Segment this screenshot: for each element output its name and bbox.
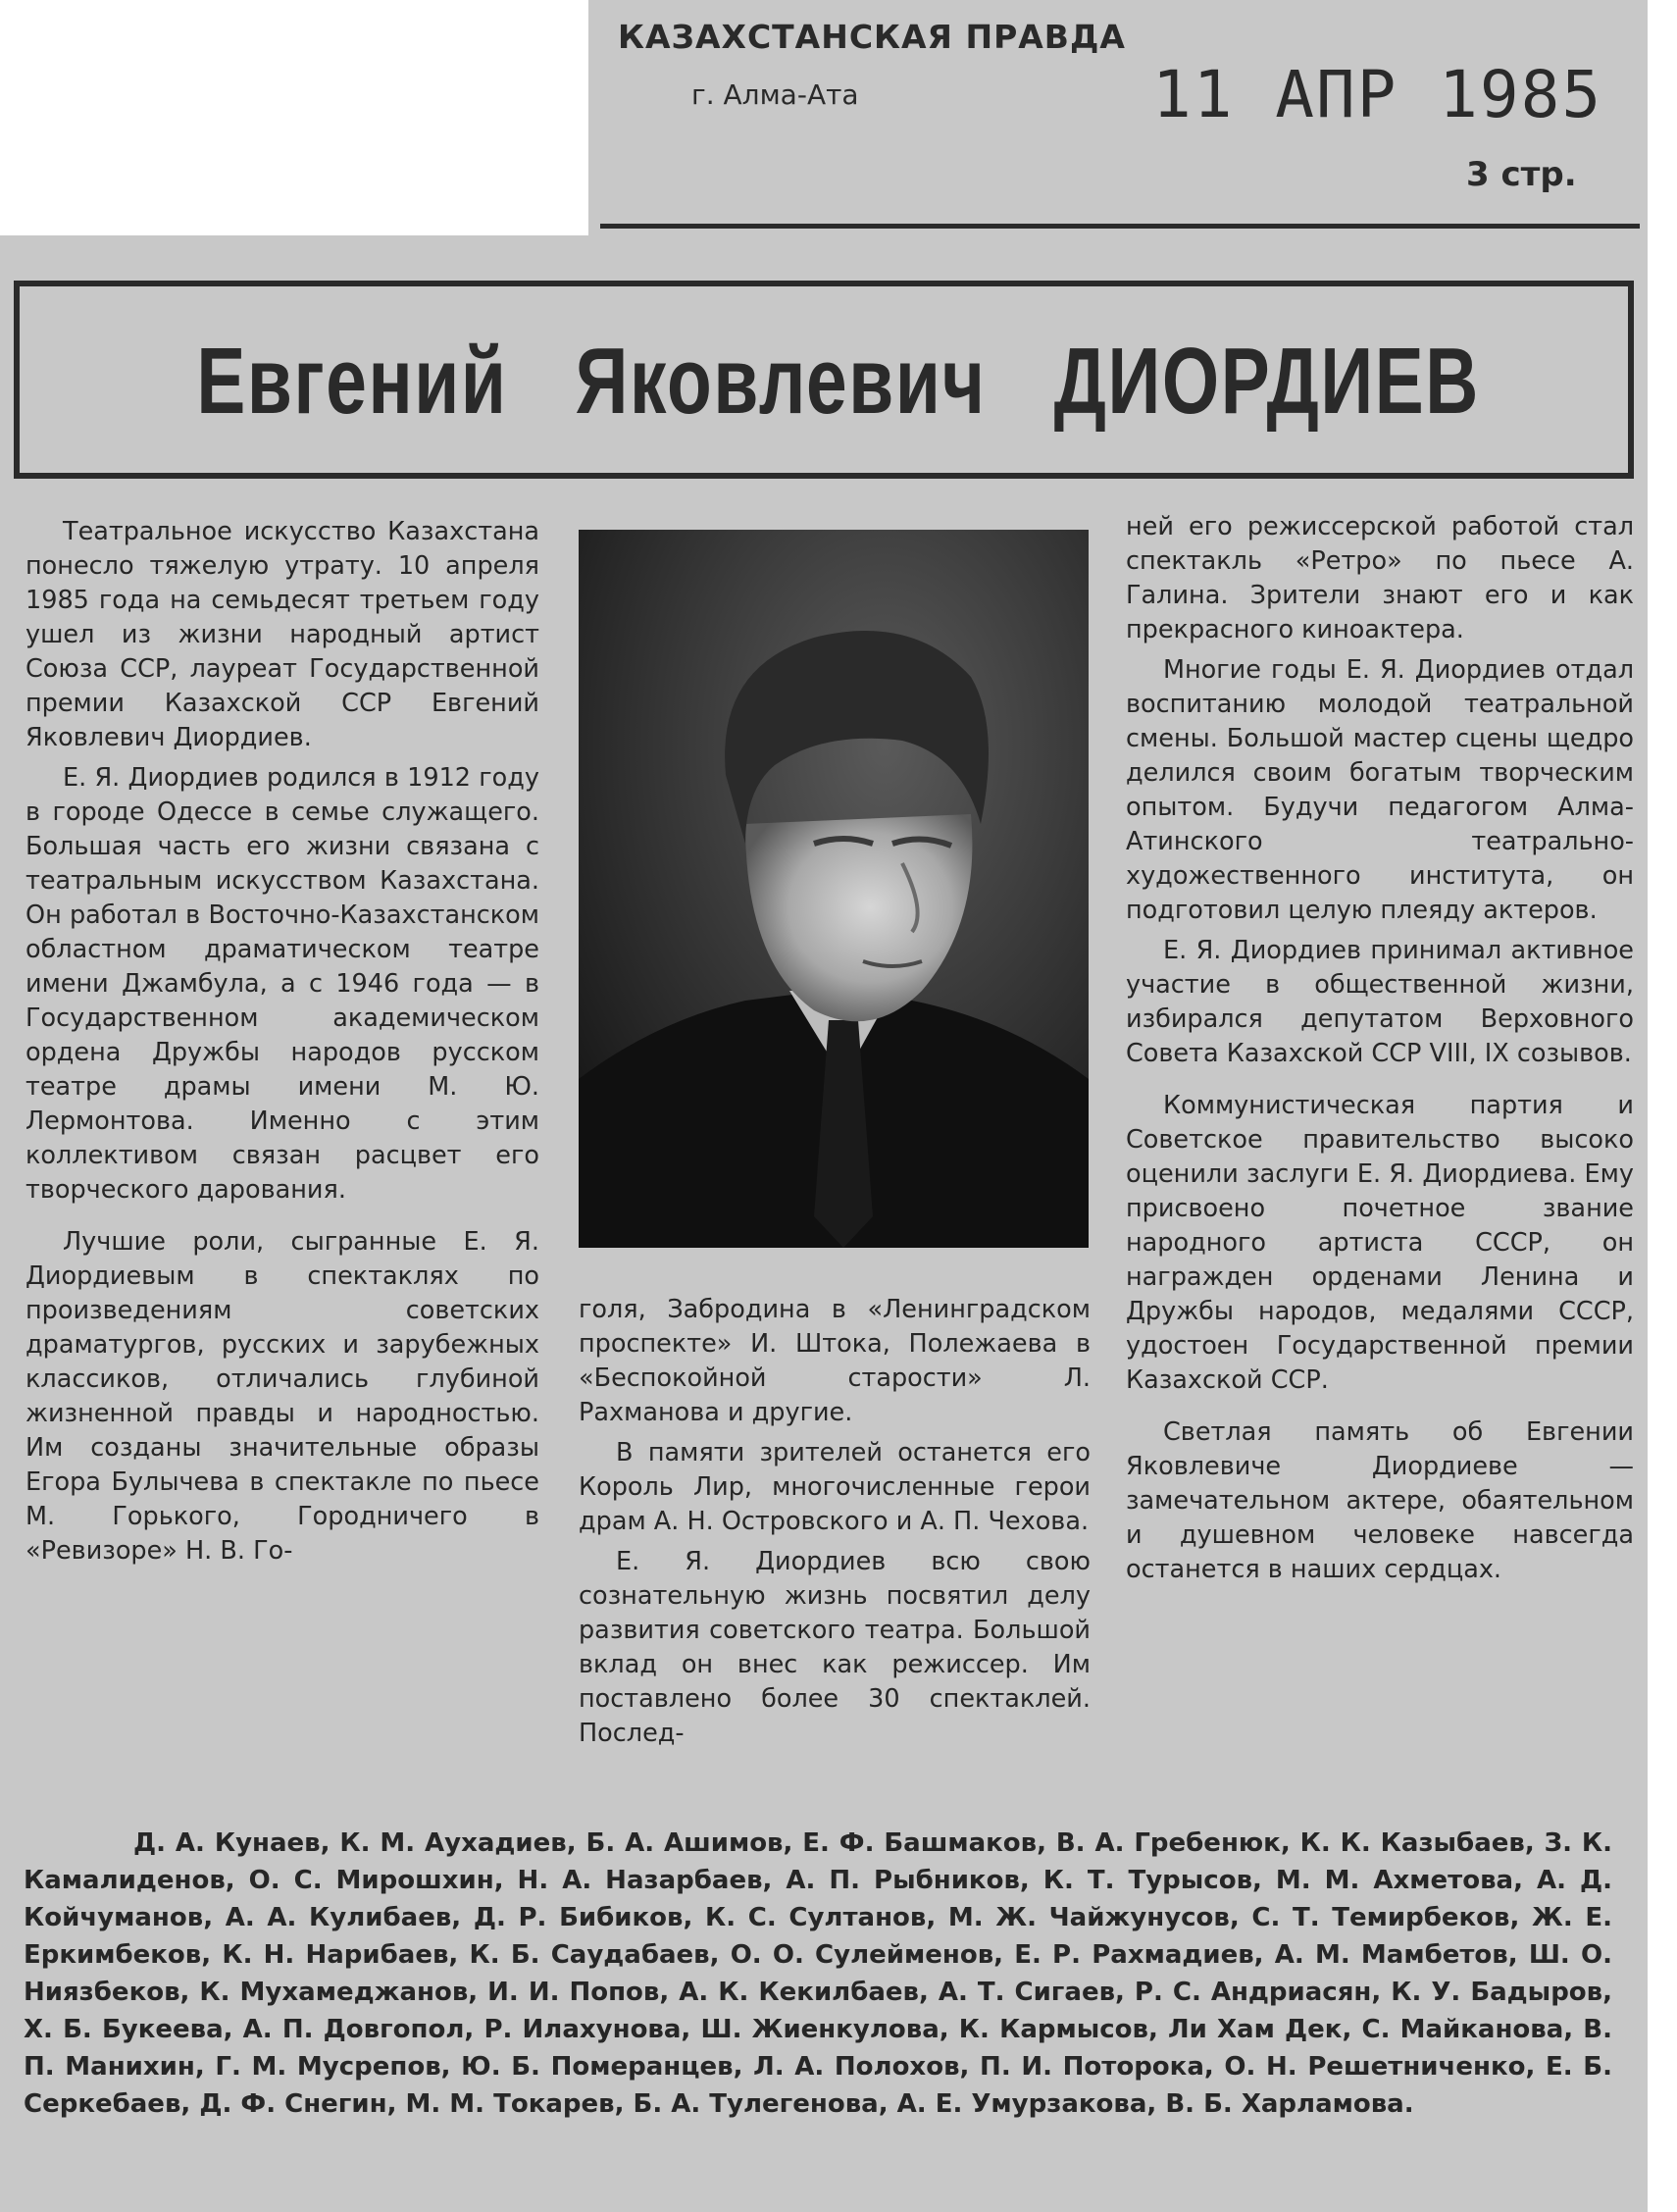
article-column-2 (579, 1293, 1091, 1757)
title-patronymic: Яковлевич (575, 329, 987, 434)
paragraph: Коммунистическая партия и Советское правительство высоко оценили заслуги Е. Я. Диордиева. Ему присвоено почетное звание народного артиста СССР, он награжден орденами Ленина и Дружбы народов, медалями СССР, удостоен Государственной премии Казахской ССР. (1126, 1091, 1634, 1395)
header-rule (600, 224, 1640, 229)
portrait-illustration (579, 530, 1089, 1248)
paragraph: Светлая память об Евгении Яковлевиче Диордиеве — замечательном актере, обаятельном и душевном человеке навсегда останется в наших сердцах. (1126, 1417, 1634, 1584)
signatories-list: Д. А. Кунаев, К. М. Аухадиев, Б. А. Ашимов, Е. Ф. Башмаков, В. А. Гребенюк, К. К. Казыбаев, З. К. Камалиденов, О. С. Мирошхин, Н. А. Назарбаев, А. П. Рыбников, К. Т. Турысов, М. М. Ахметова, А. Д. Койчуманов, А. А. Кулибаев, Д. Р. Бибиков, К. С. Султанов, М. Ж. Чайжунусов, С. Т. Темирбеков, Ж. Е. Еркимбеков, К. Н. Нарибаев, К. Б. Саудабаев, О. О. Сулейменов, Е. Р. Рахмадиев, А. М. Мамбетов, Ш. О. Ниязбеков, К. Мухамеджанов, И. И. Попов, А. К. Кекилбаев, А. Т. Сигаев, Р. С. Андриасян, К. У. Бадыров, Х. Б. Букеева, А. П. Довгопол, Р. Илахунова, Ш. Жиенкулова, К. Кармысов, Ли Хам Дек, С. Майканова, В. П. Манихин, Г. М. Мусрепов, Ю. Б. Померанцев, Л. А. Полохов, П. И. Поторока, О. Н. Решетниченко, Е. Б. Серкебаев, Д. Ф. Снегин, М. М. Токарев, Б. А. Тулегенова, А. Е. Умурзакова, В. Б. Харламова. (24, 1828, 1612, 2119)
title-first-name: Евгений (196, 329, 508, 434)
paragraph: Е. Я. Диордиев всю свою сознательную жизнь посвятил делу развития советского театра. Большой вклад он внес как режиссер. Им поставлено более 30 спектаклей. Послед- (579, 1547, 1091, 1748)
paragraph: Лучшие роли, сыгранные Е. Я. Диордиевым в спектаклях по произведениям советских драматургов, русских и зарубежных классиков, отличались глубиной жизненной правды и народностью. Им созданы значительные образы Егора Булычева в спектакле по пьесе М. Горького, Городничего в «Ревизоре» Н. В. Го- (25, 1227, 539, 1566)
paragraph: Многие годы Е. Я. Диордиев отдал воспитанию молодой театральной смены. Большой мастер сцены щедро делился своим богатым творческим опытом. Будучи педагогом Алма-Атинского театрально-художественного института, он подготовил целую плеяду актеров. (1126, 655, 1634, 925)
page-number: 3 стр. (1466, 155, 1577, 194)
paragraph: Театральное искусство Казахстана понесло тяжелую утрату. 10 апреля 1985 года на семьдесят третьем году ушел из жизни народный артист Союза ССР, лауреат Государственной премии Казахской ССР Евгений Яковлевич Диордиев. (25, 517, 539, 752)
portrait-photo (579, 530, 1089, 1248)
newspaper-stamp: КАЗАХСТАНСКАЯ ПРАВДА (618, 18, 1126, 56)
date-stamp: 11 АПР 1985 (1152, 57, 1603, 132)
paragraph: ней его режиссерской работой стал спектакль «Ретро» по пьесе А. Галина. Зрители знают его и как прекрасного киноактера. (1126, 512, 1634, 644)
obituary-title (196, 328, 1480, 436)
city-stamp: г. Алма-Ата (691, 78, 859, 111)
paragraph: голя, Забродина в «Ленинградском проспекте» И. Штока, Полежаева в «Беспокойной старости» Л. Рахманова и другие. (579, 1295, 1091, 1427)
article-column-3 (1126, 510, 1634, 1593)
article-column-1 (25, 515, 539, 1574)
paragraph: В памяти зрителей останется его Король Лир, многочисленные герои драм А. Н. Островского и А. П. Чехова. (579, 1438, 1091, 1536)
paragraph: Е. Я. Диордиев родился в 1912 году в городе Одессе в семье служащего. Большая часть его жизни связана с театральным искусством Казахстана. Он работал в Восточно-Казахстанском областном драматическом театре имени Джамбула, а с 1946 года — в Государственном академическом ордена Дружбы народов русском театре драмы имени М. Ю. Лермонтова. Именно с этим коллективом связан расцвет его творческого дарования. (25, 763, 539, 1205)
title-frame (14, 281, 1634, 479)
title-surname: ДИОРДИЕВ (1053, 329, 1480, 434)
paragraph: Е. Я. Диордиев принимал активное участие в общественной жизни, избирался депутатом Верховного Совета Казахской ССР VIII, IX созывов. (1126, 936, 1634, 1068)
